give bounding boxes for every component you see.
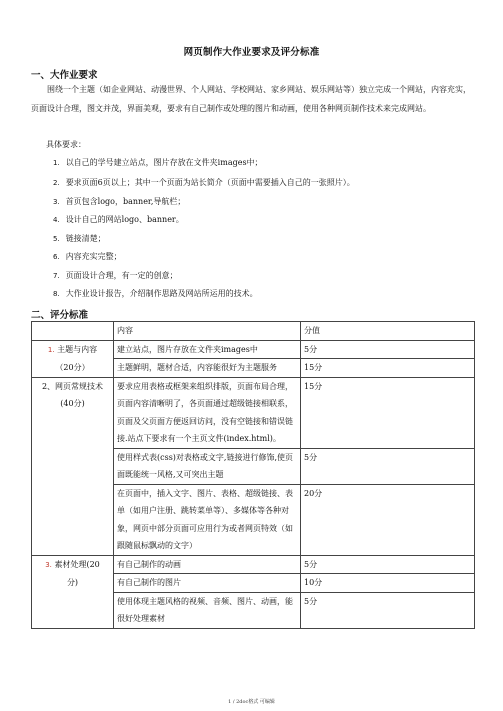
- category-points: 分): [66, 578, 79, 587]
- list-item-text: 首页包含logo，banner,导航栏；: [65, 197, 186, 206]
- list-item-text: 大作业设计报告，介绍制作思路及网站所运用的技术。: [65, 289, 258, 298]
- category-name: 1. 主题与内容: [47, 344, 98, 354]
- score-cell: 15分: [301, 359, 475, 378]
- criteria-cell: 有自己制作的动画: [114, 555, 301, 574]
- list-item-number: 7.: [53, 272, 60, 280]
- category-cell: [32, 377, 114, 555]
- list-item-number: 8.: [53, 290, 60, 298]
- list-item-number: 1.: [53, 159, 60, 167]
- page-footer: 1 / 2doc格式 可编辑: [228, 699, 275, 705]
- section1-heading: 一、大作业要求: [31, 70, 98, 81]
- category-name: 2、网页常规技术: [41, 381, 104, 391]
- list-item: [53, 196, 185, 207]
- criteria-cell: 建立站点，图片存放在文件夹images中: [114, 340, 301, 359]
- table-row: [32, 340, 475, 359]
- list-item-text: 链接清楚；: [65, 234, 106, 243]
- category-number: 1.: [47, 345, 55, 354]
- category-points: （20分）: [55, 363, 90, 372]
- document-title: 网页制作大作业要求及评分标准: [183, 47, 320, 58]
- category-number: 3.: [45, 560, 52, 569]
- score-cell: 5分: [301, 592, 475, 628]
- list-item-text: 以自己的学号建立站点，图片存放在文件夹images中；: [65, 158, 263, 167]
- category-points: (40分): [60, 399, 85, 408]
- criteria-cell: 有自己制作的图片: [114, 574, 301, 593]
- score-cell: 10分: [301, 574, 475, 593]
- table-header-cell: 分值: [301, 322, 475, 341]
- criteria-cell: 在页面中，插入文字、图片、表格、超级链接、表单（如用户注册、跳转菜单等）、多媒体等各种对象，网页中部分页面可应用行为或者网页特效（如跟随鼠标飘动的文字）: [114, 484, 301, 555]
- table-row: [32, 377, 475, 448]
- criteria-cell: 使用样式表(css)对表格或文字,链接进行修饰,使页面既能统一风格,又可突出主题: [114, 448, 301, 484]
- list-item: [53, 157, 263, 168]
- list-item: [53, 251, 122, 262]
- score-cell: 5分: [301, 340, 475, 359]
- table-row: [32, 555, 475, 574]
- list-item: [53, 177, 355, 188]
- list-item: [53, 214, 184, 225]
- list-item-number: 5.: [53, 235, 60, 243]
- section1-paragraph: 围绕一个主题（如企业网站、动漫世界、个人网站、学校网站、家乡网站、娱乐网站等）独立完成一个网站，内容充实，页面设计合理，图文并茂，界面美观，要求有自己制作或处理的图片和动画，使用各种网页制作技术来完成网站。: [31, 85, 471, 113]
- list-item: [53, 233, 106, 244]
- section2-heading: 二、评分标准: [31, 310, 89, 321]
- table-header-cell: 内容: [114, 322, 301, 341]
- list-item-number: 6.: [53, 253, 60, 261]
- list-item-text: 内容充实完整；: [65, 252, 122, 261]
- list-item-text: 设计自己的网站logo、banner。: [65, 215, 184, 224]
- score-cell: 5分: [301, 448, 475, 484]
- list-item: [53, 288, 258, 299]
- score-cell: 5分: [301, 555, 475, 574]
- requirements-title: 具体要求：: [46, 140, 86, 149]
- table-header-row: [32, 322, 475, 341]
- list-item-number: 3.: [53, 198, 60, 206]
- grading-table: [31, 321, 475, 629]
- list-item: [53, 270, 178, 281]
- list-item-number: 4.: [53, 216, 60, 224]
- table-header-cell: [32, 322, 114, 341]
- score-cell: 20分: [301, 484, 475, 555]
- list-item-number: 2.: [53, 179, 60, 187]
- category-cell: [32, 340, 114, 377]
- criteria-cell: 主题鲜明，题材合适，内容能很好为主题服务: [114, 359, 301, 378]
- category-cell: [32, 555, 114, 628]
- list-item-text: 页面设计合理，有一定的创意；: [65, 271, 178, 280]
- category-name: 3. 素材处理(20: [45, 559, 100, 569]
- score-cell: 15分: [301, 377, 475, 448]
- criteria-cell: 要求应用表格或框架来组织排版，页面布局合理，页面内容清晰明了，各页面通过超级链接相联系，页面及父页面方便返回访问，没有空链接和错误链接.站点下要求有一个主页文件(index.html)。: [114, 377, 301, 448]
- list-item-text: 要求页面6页以上；其中一个页面为站长简介（页面中需要插入自己的一张照片）。: [65, 178, 355, 187]
- criteria-cell: 使用体现主题风格的视频、音频、图片、动画，能很好处理素材: [114, 592, 301, 628]
